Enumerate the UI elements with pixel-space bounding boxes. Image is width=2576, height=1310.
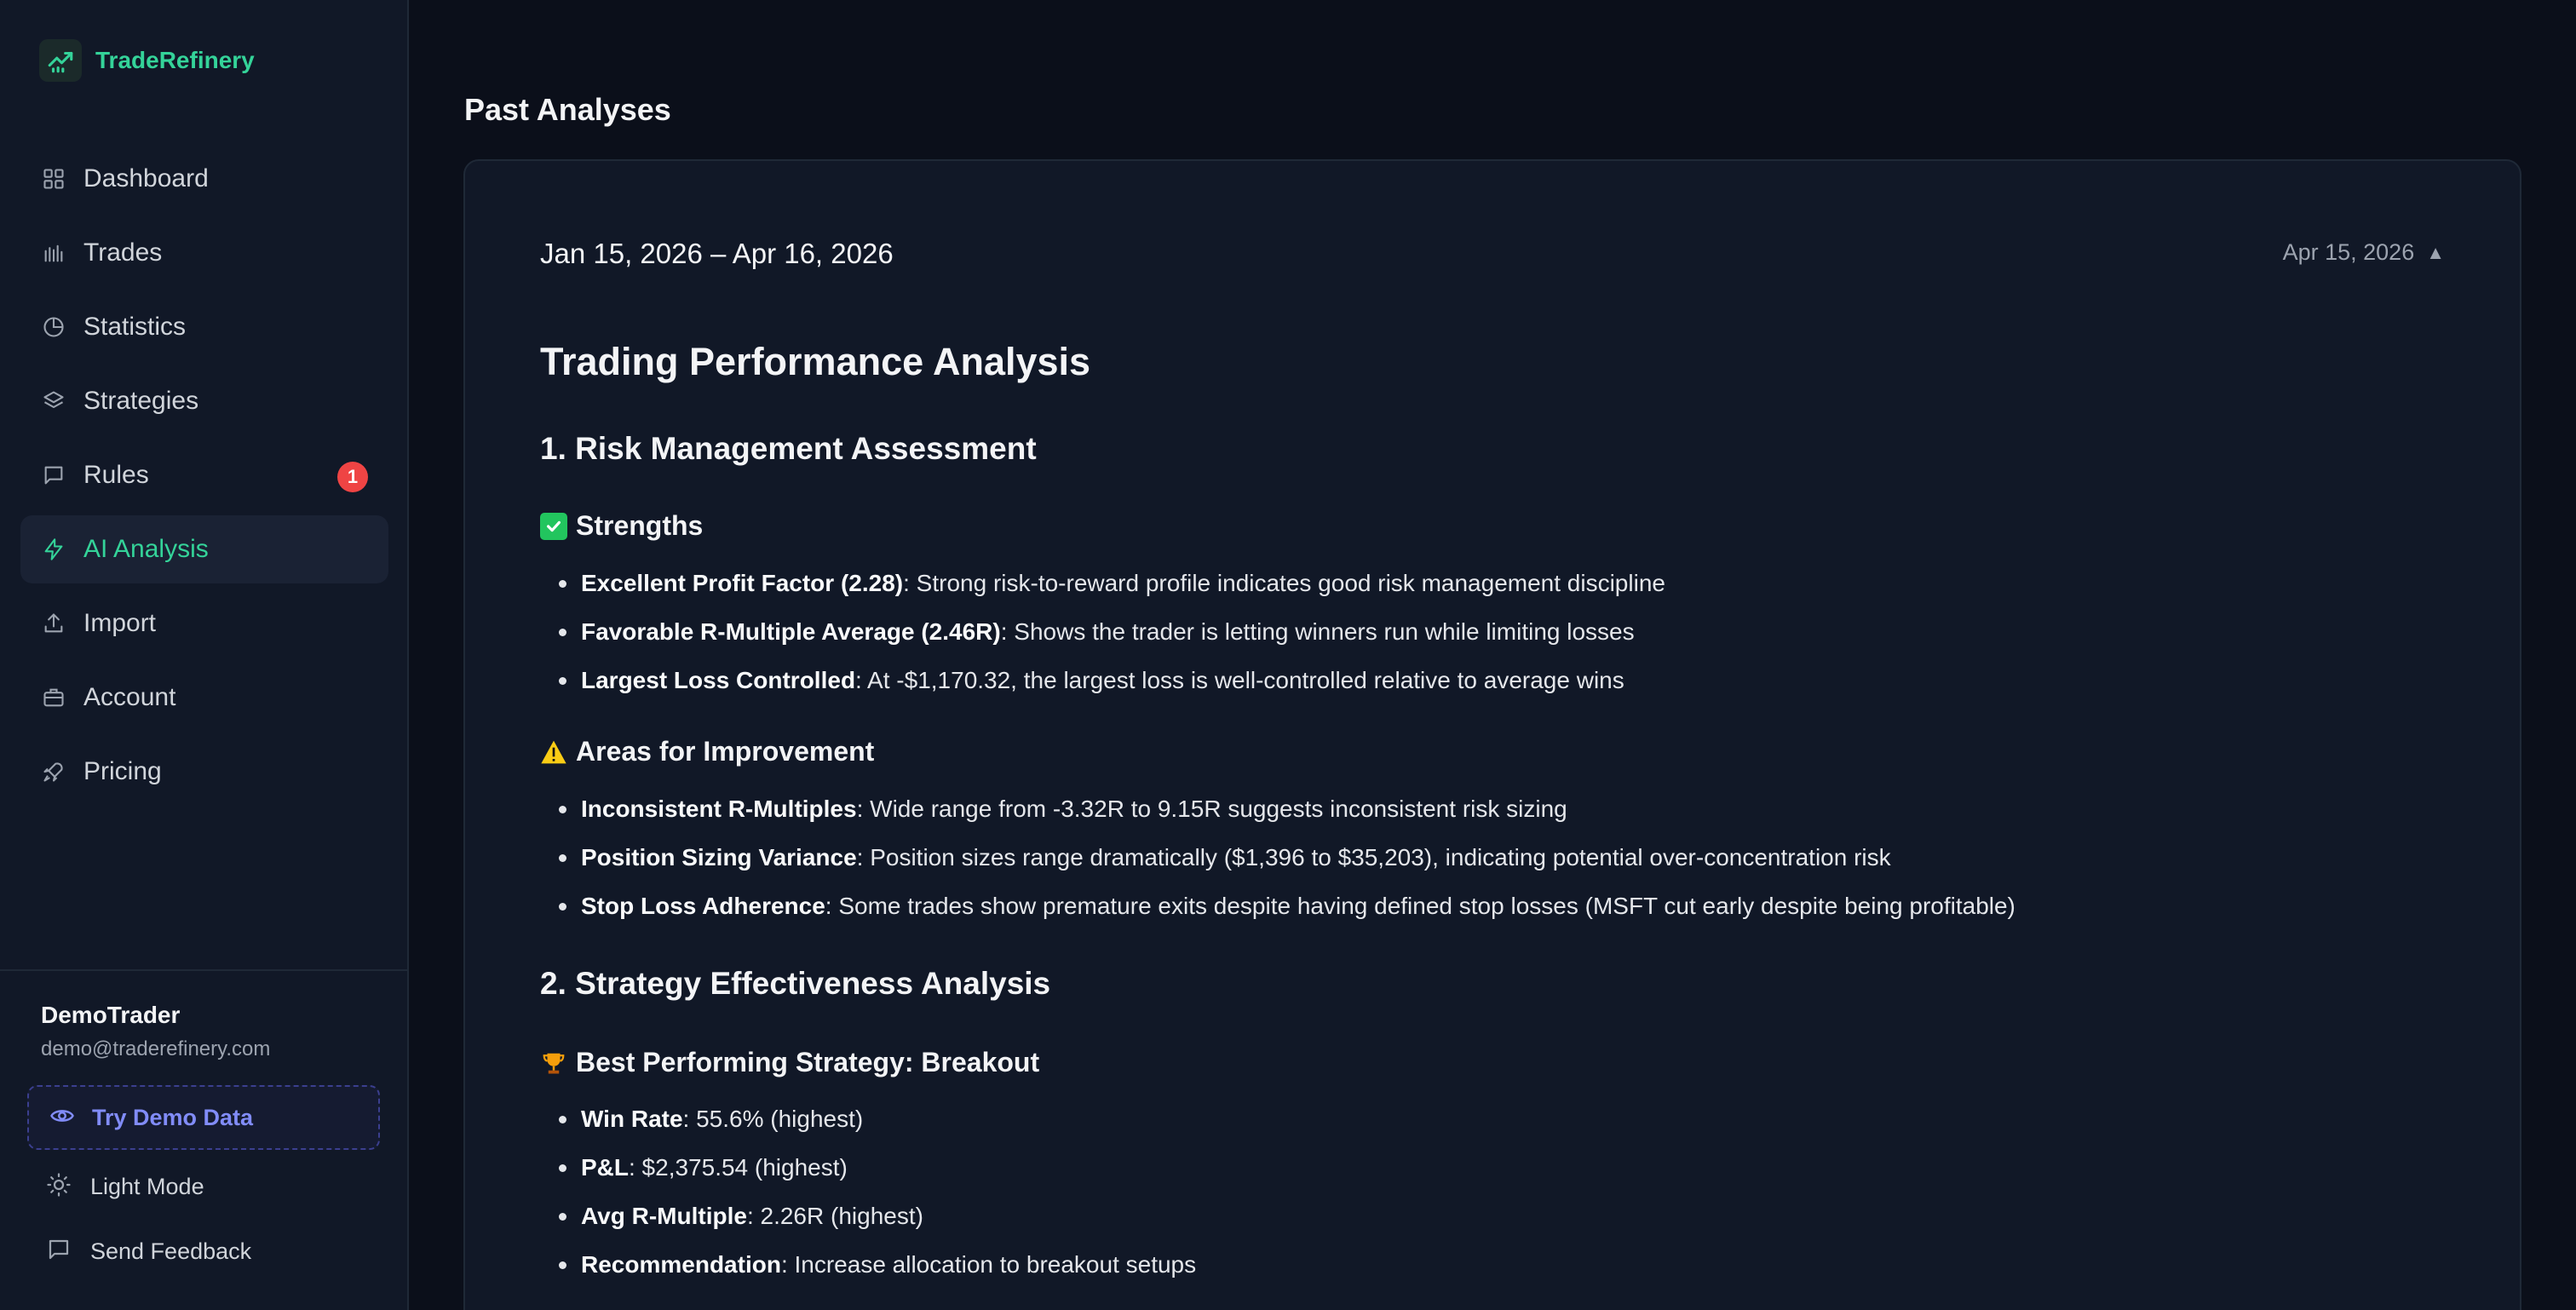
- list-item: Inconsistent R-Multiples: Wide range from -3.32R to 9.15R suggests inconsistent risk sizing: [540, 784, 2015, 833]
- layers-icon: [41, 388, 66, 414]
- sidebar-item-label: Import: [83, 609, 157, 637]
- light-mode-label: Light Mode: [90, 1174, 204, 1199]
- briefcase-icon: [41, 685, 66, 710]
- send-feedback-button[interactable]: [46, 1237, 251, 1267]
- send-feedback-label: Send Feedback: [90, 1238, 252, 1264]
- list-item: Favorable R-Multiple Average (2.46R): Shows the trader is letting winners run while limiting losses: [540, 607, 1665, 656]
- list-item: P&L: $2,375.54 (highest): [540, 1143, 1196, 1192]
- analysis-card: [463, 159, 2521, 1310]
- list-item: Stop Loss Adherence: Some trades show premature exits despite having defined stop losses (MSFT cut early despite being profitable): [540, 882, 2015, 930]
- sidebar-item-pricing[interactable]: [20, 738, 388, 806]
- list-item: Excellent Profit Factor (2.28): Strong risk-to-reward profile indicates good risk management discipline: [540, 559, 1665, 607]
- warning-icon: [540, 738, 567, 766]
- sidebar-item-label: Statistics: [83, 313, 187, 341]
- sidebar-item-dashboard[interactable]: [20, 145, 388, 213]
- sidebar-item-label: Rules: [83, 461, 149, 489]
- sidebar-item-label: Trades: [83, 238, 163, 267]
- list-item: Avg R-Multiple: 2.26R (highest): [540, 1192, 1196, 1240]
- message-square-icon: [46, 1237, 72, 1267]
- bullet-list: [540, 1095, 1196, 1289]
- eye-icon: [49, 1103, 75, 1133]
- subsection-heading-text: Strengths: [576, 510, 704, 541]
- check-icon: [540, 513, 567, 540]
- sidebar-item-account[interactable]: [20, 664, 388, 732]
- sidebar-item-label: AI Analysis: [83, 535, 209, 563]
- light-mode-toggle[interactable]: [46, 1172, 204, 1202]
- sidebar: [0, 0, 409, 1310]
- sidebar-item-label: Account: [83, 683, 176, 711]
- sidebar-item-import[interactable]: [20, 589, 388, 658]
- pie-chart-icon: [41, 314, 66, 340]
- sidebar-item-ai-analysis[interactable]: [20, 515, 388, 583]
- analysis-date-range: Jan 15, 2026 – Apr 16, 2026: [540, 238, 894, 269]
- analysis-report: [540, 340, 2448, 1278]
- sidebar-item-strategies[interactable]: [20, 367, 388, 435]
- list-item: Position Sizing Variance: Position sizes range dramatically ($1,396 to $35,203), indicating potential over-concentration risk: [540, 833, 2015, 882]
- sidebar-item-statistics[interactable]: [20, 293, 388, 361]
- trophy-icon: [540, 1049, 567, 1077]
- bullet-list: [540, 559, 1665, 704]
- chevron-up-icon: ▲: [2426, 241, 2445, 263]
- user-name: DemoTrader: [41, 1002, 181, 1028]
- grid-icon: [41, 166, 66, 192]
- try-demo-data-label: Try Demo Data: [92, 1104, 254, 1130]
- bullet-list: [540, 784, 2015, 930]
- subsection-heading-text: Areas for Improvement: [576, 736, 875, 767]
- message-square-icon: [41, 463, 66, 488]
- app-name: TradeRefinery: [95, 47, 255, 73]
- user-email: demo@traderefinery.com: [41, 1037, 271, 1060]
- bars-icon: [41, 240, 66, 266]
- sidebar-nav: [20, 145, 388, 812]
- sidebar-item-label: Dashboard: [83, 164, 209, 192]
- page-title: Past Analyses: [464, 92, 671, 127]
- sidebar-item-label: Pricing: [83, 757, 162, 785]
- zap-icon: [41, 537, 66, 562]
- rocket-icon: [41, 759, 66, 784]
- list-item: Largest Loss Controlled: At -$1,170.32, the largest loss is well-controlled relative to average wins: [540, 656, 1665, 704]
- sidebar-item-trades[interactable]: [20, 219, 388, 287]
- section-heading: 2. Strategy Effectiveness Analysis: [540, 966, 1051, 1001]
- trending-up-icon: [39, 39, 82, 82]
- analysis-created-date: Apr 15, 2026: [2282, 239, 2415, 265]
- notification-badge: 1: [337, 462, 368, 492]
- upload-icon: [41, 611, 66, 636]
- logo[interactable]: [39, 39, 255, 82]
- sidebar-divider: [0, 969, 409, 971]
- sidebar-item-label: Strategies: [83, 387, 199, 415]
- sun-icon: [46, 1172, 72, 1202]
- analysis-collapse-toggle[interactable]: [2283, 239, 2445, 266]
- sidebar-item-rules[interactable]: [20, 441, 388, 509]
- subsection-heading: [540, 1047, 1039, 1078]
- report-title: Trading Performance Analysis: [540, 340, 1091, 383]
- subsection-heading: [540, 510, 703, 542]
- list-item: Recommendation: Increase allocation to breakout setups: [540, 1240, 1196, 1289]
- subsection-heading-text: Best Performing Strategy: Breakout: [576, 1047, 1040, 1077]
- main-content: [409, 0, 2576, 1310]
- list-item: Win Rate: 55.6% (highest): [540, 1095, 1196, 1143]
- section-heading: 1. Risk Management Assessment: [540, 431, 1037, 466]
- try-demo-data-button[interactable]: [27, 1085, 380, 1150]
- subsection-heading: [540, 736, 874, 767]
